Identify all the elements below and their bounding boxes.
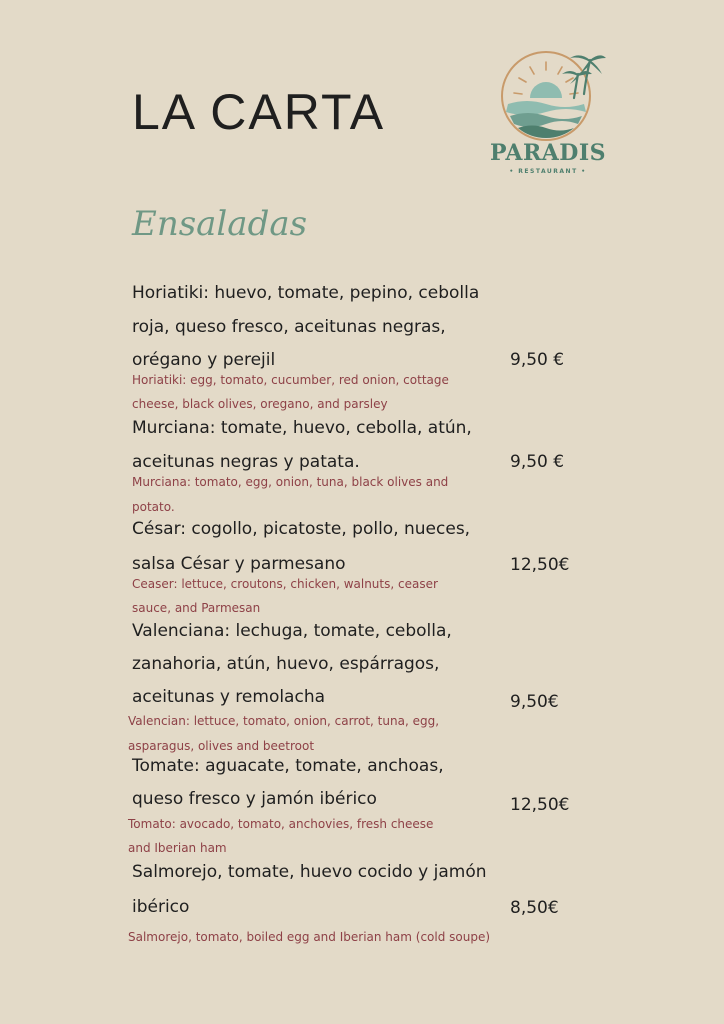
item-price: 9,50€: [510, 692, 559, 712]
item-translation-line: Salmorejo, tomato, boiled egg and Iberian ham (cold soupe): [128, 930, 491, 944]
item-description-line: Salmorejo, tomate, huevo cocido y jamón: [132, 862, 487, 882]
item-translation-line: asparagus, olives and beetroot: [128, 739, 315, 753]
item-description-line: Valenciana: lechuga, tomate, cebolla,: [132, 621, 452, 641]
logo-name: PARADIS: [489, 140, 607, 166]
item-description-line: Tomate: aguacate, tomate, anchoas,: [132, 756, 444, 776]
logo-subtitle: • RESTAURANT •: [509, 168, 587, 175]
item-price: 8,50€: [510, 898, 559, 918]
item-description-line: aceitunas y remolacha: [132, 687, 326, 707]
item-translation-line: and Iberian ham: [128, 841, 227, 855]
restaurant-logo: [488, 48, 608, 178]
item-translation-line: Horiatiki: egg, tomato, cucumber, red onion, cottage: [132, 373, 449, 387]
item-description-line: Murciana: tomate, huevo, cebolla, atún,: [132, 418, 472, 438]
item-translation-line: Valencian: lettuce, tomato, onion, carrot, tuna, egg,: [128, 714, 440, 728]
sun-palm-emblem-icon: [500, 48, 606, 144]
item-translation-line: sauce, and Parmesan: [132, 601, 261, 615]
item-price: 12,50€: [510, 795, 570, 815]
item-translation-line: Ceaser: lettuce, croutons, chicken, walnuts, ceaser: [132, 577, 438, 591]
item-translation-line: potato.: [132, 500, 175, 514]
item-description-line: César: cogollo, picatoste, pollo, nueces,: [132, 519, 471, 539]
item-price: 12,50€: [510, 555, 570, 575]
item-description-line: roja, queso fresco, aceitunas negras,: [132, 317, 446, 337]
item-translation-line: cheese, black olives, oregano, and parsley: [132, 397, 388, 411]
item-description-line: ibérico: [132, 897, 190, 917]
item-description-line: Horiatiki: huevo, tomate, pepino, cebolla: [132, 283, 480, 303]
item-description-line: orégano y perejil: [132, 350, 276, 370]
item-description-line: salsa César y parmesano: [132, 554, 346, 574]
item-description-line: queso fresco y jamón ibérico: [132, 789, 377, 809]
item-description-line: zanahoria, atún, huevo, espárragos,: [132, 654, 440, 674]
item-translation-line: Tomato: avocado, tomato, anchovies, fresh cheese: [128, 817, 434, 831]
page-title: LA CARTA: [132, 84, 386, 140]
item-description-line: aceitunas negras y patata.: [132, 452, 360, 472]
item-price: 9,50 €: [510, 350, 565, 370]
item-price: 9,50 €: [510, 452, 565, 472]
item-translation-line: Murciana: tomato, egg, onion, tuna, black olives and: [132, 475, 449, 489]
section-title-ensaladas: Ensaladas: [132, 204, 308, 244]
